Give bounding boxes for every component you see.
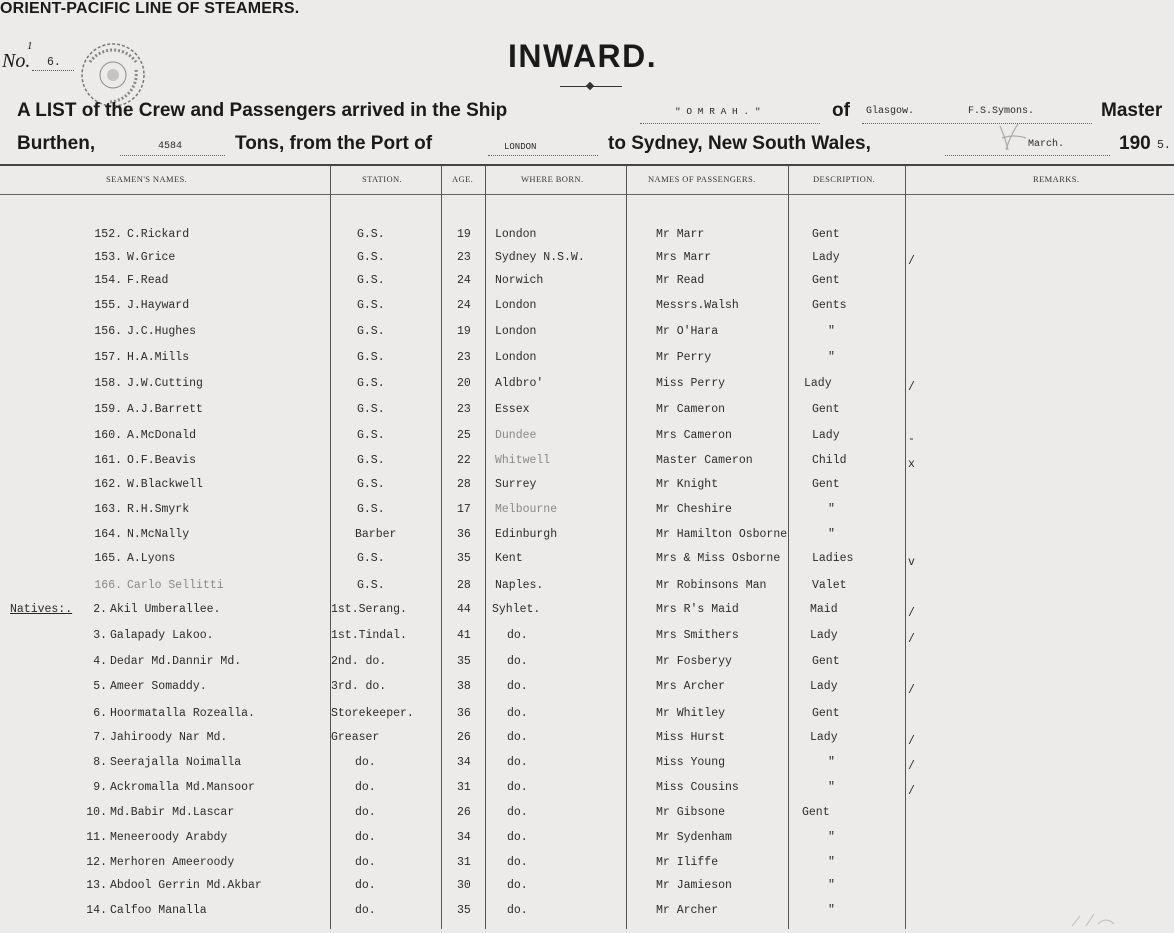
- passenger-description: Lady: [810, 680, 838, 693]
- table-row: [0, 325, 1174, 349]
- age: 36: [457, 707, 471, 720]
- passenger-name: Mr Cheshire: [656, 503, 732, 516]
- where-born: Essex: [495, 403, 530, 416]
- age: 19: [457, 325, 471, 338]
- passenger-description: ": [828, 528, 835, 541]
- table-row: [0, 831, 1174, 855]
- where-born: do.: [507, 879, 528, 892]
- seaman-name: Md.Babir Md.Lascar: [110, 806, 235, 819]
- master-dotted-line: [862, 123, 1092, 124]
- station: G.S.: [357, 579, 385, 592]
- passenger-name: Miss Cousins: [656, 781, 739, 794]
- header-remarks: REMARKS.: [1033, 174, 1080, 184]
- passenger-description: ": [828, 325, 835, 338]
- row-number: 161.: [94, 454, 122, 467]
- departure-port: LONDON: [504, 142, 537, 152]
- age: 23: [457, 403, 471, 416]
- passenger-name: Mrs R's Maid: [656, 603, 739, 616]
- where-born: London: [495, 351, 537, 364]
- seaman-name: J.W.Cutting: [127, 377, 203, 390]
- row-number: 6.: [93, 707, 107, 720]
- passenger-description: Lady: [810, 629, 838, 642]
- table-row: [0, 377, 1174, 401]
- where-born: do.: [507, 680, 528, 693]
- passenger-description: Maid: [810, 603, 838, 616]
- passenger-description: Lady: [804, 377, 832, 390]
- table-row: [0, 274, 1174, 298]
- list-number-value: 6.: [47, 56, 61, 69]
- passenger-description: ": [828, 351, 835, 364]
- remark-tick-mark: /: [908, 785, 915, 798]
- number-dotted-line: [32, 70, 74, 71]
- table-row: [0, 454, 1174, 478]
- row-number: 164.: [94, 528, 122, 541]
- row-number: 14.: [86, 904, 107, 917]
- seaman-name: Ackromalla Md.Mansoor: [110, 781, 255, 794]
- where-born: London: [495, 299, 537, 312]
- table-row: [0, 478, 1174, 502]
- passenger-name: Mr Archer: [656, 904, 719, 917]
- of-label: of: [832, 100, 850, 121]
- station: G.S.: [357, 454, 385, 467]
- header-station: STATION.: [362, 174, 403, 184]
- seaman-name: Seerajalla Noimalla: [110, 756, 242, 769]
- seaman-name: W.Blackwell: [127, 478, 203, 491]
- passenger-name: Mr Jamieson: [656, 879, 732, 892]
- passenger-description: Gents: [812, 299, 847, 312]
- station: do.: [355, 781, 376, 794]
- station: 3rd. do.: [331, 680, 387, 693]
- table-row: [0, 904, 1174, 928]
- header-age: AGE.: [452, 174, 474, 184]
- age: 23: [457, 251, 471, 264]
- age: 26: [457, 731, 471, 744]
- passenger-description: Gent: [812, 274, 840, 287]
- seaman-name: F.Read: [127, 274, 169, 287]
- seaman-name: H.A.Mills: [127, 351, 190, 364]
- natives-label: Natives:.: [10, 603, 73, 616]
- seaman-name: Abdool Gerrin Md.Akbar: [110, 879, 262, 892]
- table-row: [0, 503, 1174, 527]
- age: 35: [457, 904, 471, 917]
- station: G.S.: [357, 403, 385, 416]
- passenger-description: Lady: [812, 429, 840, 442]
- arrival-year-suffix: 5.: [1157, 139, 1171, 152]
- age: 41: [457, 629, 471, 642]
- passenger-description: Gent: [812, 403, 840, 416]
- station: G.S.: [357, 228, 385, 241]
- passenger-description: Lady: [810, 731, 838, 744]
- station: G.S.: [357, 251, 385, 264]
- table-row: [0, 731, 1174, 755]
- age: 28: [457, 478, 471, 491]
- passenger-name: Messrs.Walsh: [656, 299, 739, 312]
- station: do.: [355, 904, 376, 917]
- table-row: [0, 528, 1174, 552]
- seaman-name: Akil Umberallee.: [110, 603, 221, 616]
- header-passenger-names: NAMES OF PASSENGERS.: [648, 174, 756, 184]
- seaman-name: Hoormatalla Rozealla.: [110, 707, 255, 720]
- age: 44: [457, 603, 471, 616]
- station: do.: [355, 831, 376, 844]
- where-born: Sydney N.S.W.: [495, 251, 585, 264]
- handwritten-date-mark: [996, 120, 1030, 154]
- table-row: [0, 879, 1174, 903]
- station: G.S.: [357, 552, 385, 565]
- remark-tick-mark: /: [908, 684, 915, 697]
- row-number: 154.: [94, 274, 122, 287]
- passenger-description: Gent: [812, 707, 840, 720]
- passenger-name: Mr Sydenham: [656, 831, 732, 844]
- where-born: do.: [507, 856, 528, 869]
- burthen-dotted-line: [120, 155, 225, 156]
- where-born: do.: [507, 831, 528, 844]
- row-number: 7.: [93, 731, 107, 744]
- age: 24: [457, 299, 471, 312]
- row-number: 166.: [94, 579, 122, 592]
- row-number: 165.: [94, 552, 122, 565]
- seaman-name: R.H.Smyrk: [127, 503, 190, 516]
- station: G.S.: [357, 377, 385, 390]
- row-number: 152.: [94, 228, 122, 241]
- row-number: 11.: [86, 831, 107, 844]
- table-top-rule: [0, 164, 1174, 166]
- header-description: DESCRIPTION.: [813, 174, 876, 184]
- passenger-description: Gent: [802, 806, 830, 819]
- table-row: [0, 351, 1174, 375]
- burthen-value: 4584: [158, 141, 183, 152]
- passenger-description: Valet: [812, 579, 847, 592]
- row-number: 4.: [93, 655, 107, 668]
- passenger-name: Mr Hamilton Osborne: [656, 528, 788, 541]
- seaman-name: O.F.Beavis: [127, 454, 197, 467]
- row-number: 3.: [93, 629, 107, 642]
- station: 1st.Serang.: [331, 603, 407, 616]
- age: 35: [457, 552, 471, 565]
- where-born: do.: [507, 781, 528, 794]
- age: 22: [457, 454, 471, 467]
- seaman-name: Galapady Lakoo.: [110, 629, 214, 642]
- passenger-name: Mr Perry: [656, 351, 712, 364]
- row-number: 12.: [86, 856, 107, 869]
- passenger-name: Mrs Cameron: [656, 429, 732, 442]
- list-heading: A LIST of the Crew and Passengers arrived in the Ship: [17, 100, 508, 121]
- passenger-description: ": [828, 756, 835, 769]
- where-born: do.: [507, 756, 528, 769]
- passenger-description: Lady: [812, 251, 840, 264]
- station: G.S.: [357, 478, 385, 491]
- passenger-name: Mrs Archer: [656, 680, 726, 693]
- passenger-name: Mr Marr: [656, 228, 705, 241]
- table-header-rule: [0, 194, 1174, 195]
- table-row: [0, 552, 1174, 576]
- table-row: [0, 299, 1174, 323]
- station: 1st.Tindal.: [331, 629, 407, 642]
- age: 31: [457, 781, 471, 794]
- seaman-name: J.Hayward: [127, 299, 190, 312]
- where-born: Edinburgh: [495, 528, 558, 541]
- list-number-superscript: 1: [27, 40, 33, 52]
- row-number: 159.: [94, 403, 122, 416]
- seaman-name: Ameer Somaddy.: [110, 680, 207, 693]
- passenger-description: Ladies: [812, 552, 854, 565]
- remark-tick-mark: -: [908, 433, 915, 446]
- ship-dotted-line: [640, 123, 820, 124]
- passenger-description: ": [828, 856, 835, 869]
- remark-tick-mark: /: [908, 735, 915, 748]
- header-seamen-names: SEAMEN'S NAMES.: [106, 174, 188, 184]
- master-label: Master: [1101, 100, 1163, 121]
- station: G.S.: [357, 274, 385, 287]
- remark-tick-mark: /: [908, 607, 915, 620]
- where-born: do.: [507, 629, 528, 642]
- age: 26: [457, 806, 471, 819]
- tons-from-port-label: Tons, from the Port of: [235, 133, 433, 154]
- passenger-name: Mr Read: [656, 274, 705, 287]
- where-born: do.: [507, 904, 528, 917]
- where-born: Whitwell: [495, 454, 551, 467]
- age: 30: [457, 879, 471, 892]
- passenger-name: Miss Perry: [656, 377, 726, 390]
- table-row: [0, 655, 1174, 679]
- remark-tick-mark: v: [908, 556, 915, 569]
- row-number: 10.: [86, 806, 107, 819]
- shipping-line-name: ORIENT-PACIFIC LINE OF STEAMERS.: [0, 0, 300, 17]
- seaman-name: Merhoren Ameeroody: [110, 856, 235, 869]
- where-born: do.: [507, 806, 528, 819]
- passenger-name: Mr O'Hara: [656, 325, 719, 338]
- table-row: [0, 781, 1174, 805]
- station: do.: [355, 756, 376, 769]
- seaman-name: Meneeroody Arabdy: [110, 831, 228, 844]
- station: do.: [355, 879, 376, 892]
- where-born: do.: [507, 707, 528, 720]
- station: G.S.: [357, 325, 385, 338]
- age: 36: [457, 528, 471, 541]
- row-number: 9.: [93, 781, 107, 794]
- table-row: [0, 228, 1174, 252]
- passenger-name: Mrs & Miss Osborne: [656, 552, 781, 565]
- table-row: [0, 579, 1174, 603]
- table-row: [0, 429, 1174, 453]
- row-number: 158.: [94, 377, 122, 390]
- where-born: London: [495, 325, 537, 338]
- seaman-name: A.J.Barrett: [127, 403, 203, 416]
- handwritten-page-mark: [1070, 912, 1120, 928]
- remark-tick-mark: x: [908, 458, 915, 471]
- row-number: 8.: [93, 756, 107, 769]
- table-row: [0, 856, 1174, 880]
- table-row: [0, 806, 1174, 830]
- age: 38: [457, 680, 471, 693]
- age: 20: [457, 377, 471, 390]
- age: 25: [457, 429, 471, 442]
- where-born: Syhlet.: [492, 603, 541, 616]
- passenger-description: ": [828, 904, 835, 917]
- row-number: 155.: [94, 299, 122, 312]
- age: 34: [457, 756, 471, 769]
- station: 2nd. do.: [331, 655, 387, 668]
- passenger-name: Mrs Marr: [656, 251, 712, 264]
- station: Greaser: [331, 731, 380, 744]
- where-born: Aldbro': [495, 377, 544, 390]
- station: do.: [355, 806, 376, 819]
- seaman-name: A.Lyons: [127, 552, 176, 565]
- passenger-description: ": [828, 503, 835, 516]
- passenger-description: Gent: [812, 655, 840, 668]
- seaman-name: Jahiroody Nar Md.: [110, 731, 228, 744]
- table-row: [0, 603, 1174, 627]
- age: 31: [457, 856, 471, 869]
- row-number: 163.: [94, 503, 122, 516]
- header-where-born: WHERE BORN.: [521, 174, 584, 184]
- table-row: [0, 629, 1174, 653]
- seaman-name: Carlo Sellitti: [127, 579, 224, 592]
- passenger-name: Mr Knight: [656, 478, 719, 491]
- destination-label: to Sydney, New South Wales,: [608, 133, 871, 154]
- where-born: Kent: [495, 552, 523, 565]
- station: G.S.: [357, 299, 385, 312]
- where-born: London: [495, 228, 537, 241]
- arrival-year-prefix: 190: [1119, 133, 1151, 154]
- station: Barber: [355, 528, 397, 541]
- age: 35: [457, 655, 471, 668]
- passenger-description: ": [828, 831, 835, 844]
- passenger-name: Mr Iliffe: [656, 856, 719, 869]
- passenger-name: Miss Young: [656, 756, 726, 769]
- remark-tick-mark: /: [908, 760, 915, 773]
- title-rule-diamond: [586, 82, 594, 90]
- station: do.: [355, 856, 376, 869]
- where-born: do.: [507, 655, 528, 668]
- seaman-name: C.Rickard: [127, 228, 190, 241]
- seaman-name: Dedar Md.Dannir Md.: [110, 655, 242, 668]
- passenger-name: Mr Gibsone: [656, 806, 726, 819]
- seaman-name: A.McDonald: [127, 429, 197, 442]
- passenger-description: ": [828, 879, 835, 892]
- table-row: [0, 680, 1174, 704]
- ship-name: " O M R A H . ": [675, 106, 761, 117]
- where-born: Melbourne: [495, 503, 558, 516]
- row-number: 162.: [94, 478, 122, 491]
- ship-registry: Glasgow.: [866, 106, 915, 117]
- date-dotted-line: [945, 155, 1110, 156]
- row-number: 5.: [93, 680, 107, 693]
- passenger-description: Gent: [812, 478, 840, 491]
- row-number: 160.: [94, 429, 122, 442]
- where-born: Surrey: [495, 478, 537, 491]
- where-born: Naples.: [495, 579, 544, 592]
- station: G.S.: [357, 503, 385, 516]
- remark-tick-mark: /: [908, 633, 915, 646]
- list-number-label: No.: [2, 50, 31, 72]
- station: Storekeeper.: [331, 707, 414, 720]
- passenger-description: Gent: [812, 228, 840, 241]
- passenger-name: Mrs Smithers: [656, 629, 739, 642]
- where-born: do.: [507, 731, 528, 744]
- age: 24: [457, 274, 471, 287]
- station: G.S.: [357, 429, 385, 442]
- age: 17: [457, 503, 471, 516]
- seaman-name: W.Grice: [127, 251, 176, 264]
- page-title: INWARD.: [508, 38, 658, 74]
- age: 34: [457, 831, 471, 844]
- table-row: [0, 403, 1174, 427]
- age: 19: [457, 228, 471, 241]
- passenger-name: Mr Whitley: [656, 707, 726, 720]
- station: G.S.: [357, 351, 385, 364]
- row-number: 156.: [94, 325, 122, 338]
- row-number: 13.: [86, 879, 107, 892]
- table-row: [0, 251, 1174, 275]
- age: 28: [457, 579, 471, 592]
- remark-tick-mark: /: [908, 255, 915, 268]
- seaman-name: J.C.Hughes: [127, 325, 197, 338]
- seaman-name: N.McNally: [127, 528, 190, 541]
- age: 23: [457, 351, 471, 364]
- passenger-name: Mr Cameron: [656, 403, 726, 416]
- row-number: 2.: [93, 603, 107, 616]
- passenger-name: Master Cameron: [656, 454, 753, 467]
- passenger-name: Miss Hurst: [656, 731, 726, 744]
- passenger-name: Mr Fosberyy: [656, 655, 732, 668]
- table-row: [0, 707, 1174, 731]
- port-dotted-line: [488, 155, 598, 156]
- passenger-description: Child: [812, 454, 847, 467]
- where-born: Dundee: [495, 429, 537, 442]
- burthen-label: Burthen,: [17, 133, 96, 154]
- passenger-name: Mr Robinsons Man: [656, 579, 767, 592]
- row-number: 157.: [94, 351, 122, 364]
- passenger-description: ": [828, 781, 835, 794]
- where-born: Norwich: [495, 274, 544, 287]
- table-row: [0, 756, 1174, 780]
- remark-tick-mark: /: [908, 381, 915, 394]
- row-number: 153.: [94, 251, 122, 264]
- master-name: F.S.Symons.: [968, 106, 1035, 117]
- arrival-month: March.: [1028, 139, 1065, 150]
- seaman-name: Calfoo Manalla: [110, 904, 207, 917]
